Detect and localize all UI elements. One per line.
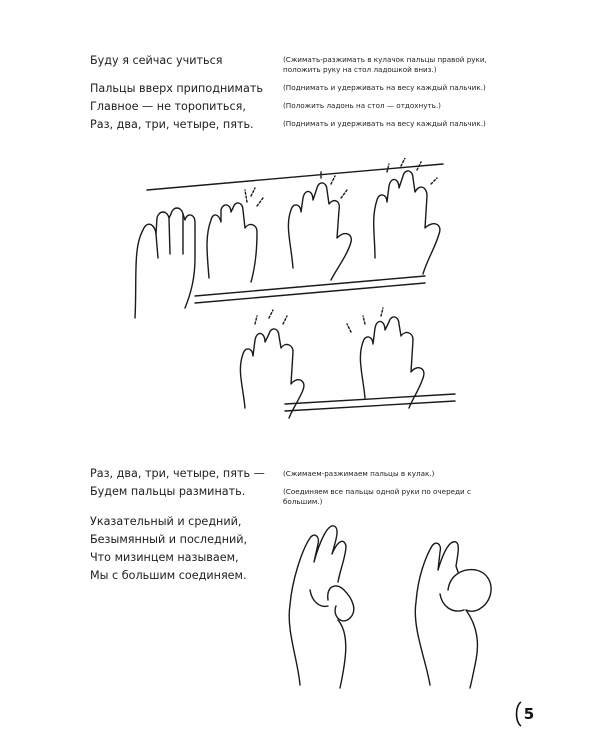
verse-line: Что мизинцем называем, bbox=[90, 551, 239, 564]
instruction: (Поднимать и удерживать на весу каждый пальчик.) bbox=[283, 118, 486, 128]
verse-line: Будем пальцы разминать. bbox=[90, 485, 246, 498]
hand-fingers-spread-icon bbox=[288, 170, 351, 280]
instruction: (Сжимать-разжимать в кулачок пальцы правой руки, положить руку на стол ладошкой вниз.) bbox=[283, 55, 487, 74]
verse-line: Указательный и средний, bbox=[90, 515, 242, 528]
instruction: (Сжимаем-разжимаем пальцы в кулак.) bbox=[283, 469, 435, 478]
page-number: 5 bbox=[523, 705, 535, 723]
verse-line: Безымянный и последний, bbox=[90, 533, 248, 546]
finger-thumb-illustration bbox=[280, 510, 530, 690]
instruction: (Поднимать и удерживать на весу каждый пальчик.) bbox=[283, 82, 486, 92]
verse-line: Пальцы вверх приподнимать bbox=[90, 82, 263, 95]
verse-line: Буду я сейчас учиться bbox=[90, 54, 223, 67]
verse-line: Раз, два, три, четыре, пять. bbox=[90, 118, 254, 131]
instruction: (Соединяем все пальцы одной руки по очереди с большим.) bbox=[283, 487, 471, 506]
verse-line: Главное — не торопиться, bbox=[90, 100, 246, 113]
verse-stanza-2 bbox=[90, 465, 265, 501]
verse-stanza-3 bbox=[90, 513, 247, 585]
instructions-stanza-2 bbox=[283, 469, 501, 515]
verse-stanza-1 bbox=[90, 52, 263, 134]
instructions-stanza-1 bbox=[283, 55, 501, 137]
hand-pinch-left-icon bbox=[289, 526, 354, 688]
hand-pinch-right-icon bbox=[415, 542, 491, 688]
verse-line: Мы с большим соединяем. bbox=[90, 569, 247, 582]
page-number-badge bbox=[513, 698, 545, 730]
verse-line: Раз, два, три, четыре, пять — bbox=[90, 467, 265, 480]
hand-lower-right-icon bbox=[347, 308, 424, 408]
raising-fingers-illustration bbox=[125, 158, 465, 438]
hand-lower-left-icon bbox=[240, 310, 304, 418]
instruction: (Положить ладонь на стол — отдохнуть.) bbox=[283, 100, 441, 110]
hand-finger-raised-icon bbox=[207, 188, 263, 282]
hand-flat-icon bbox=[135, 208, 195, 318]
hand-all-fingers-up-icon bbox=[374, 158, 440, 274]
